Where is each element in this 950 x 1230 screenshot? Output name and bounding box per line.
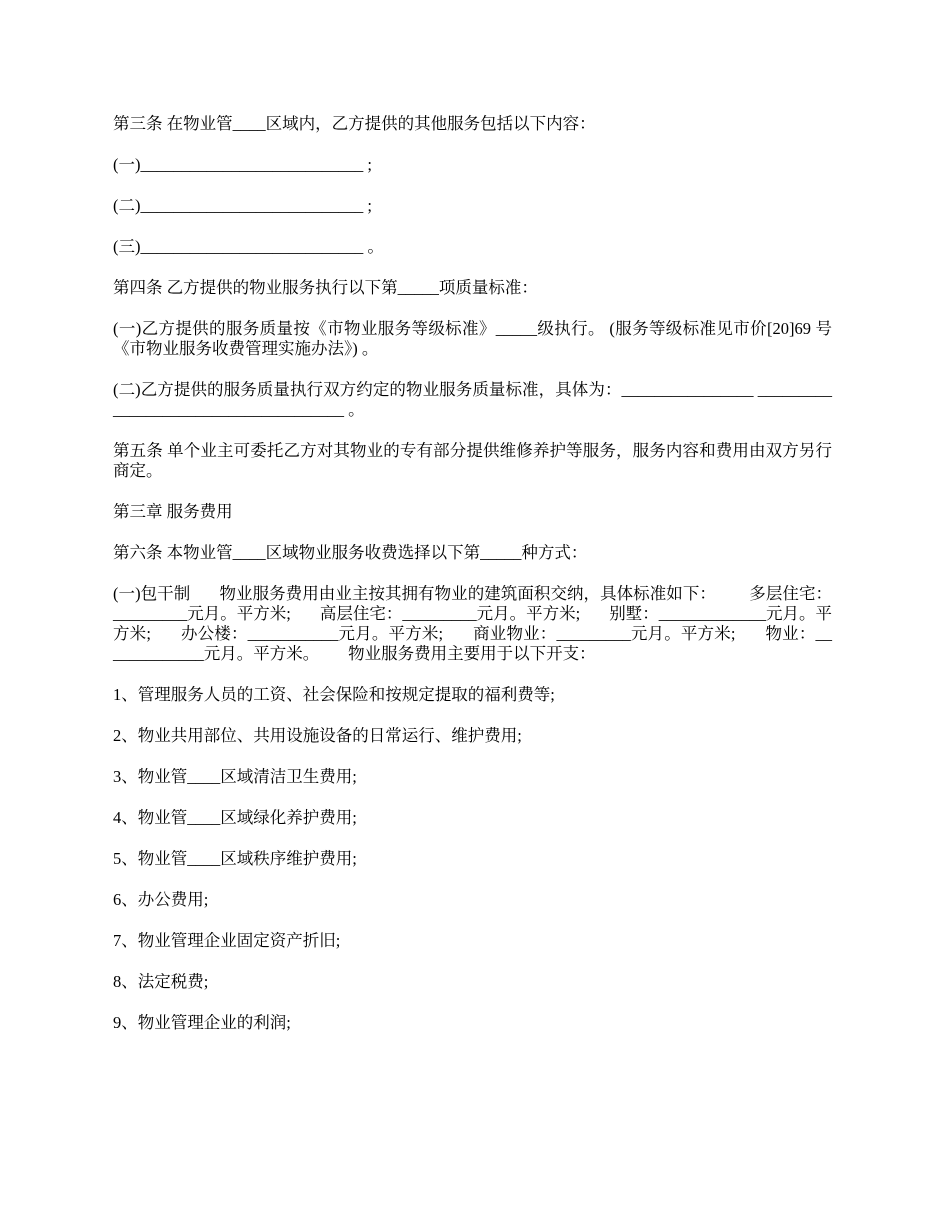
article-4-heading: 第四条 乙方提供的物业服务执行以下第_____项质量标准： bbox=[113, 278, 538, 297]
article-6-heading: 第六条 本物业管____区域物业服务收费选择以下第_____种方式： bbox=[113, 543, 588, 562]
article-3-item-3: (三)___________________________ 。 bbox=[113, 237, 384, 256]
expense-item-8: 8、法定税费; bbox=[113, 972, 209, 991]
expense-item-9: 9、物业管理企业的利润; bbox=[113, 1013, 291, 1032]
expense-item-7: 7、物业管理企业固定资产折旧; bbox=[113, 931, 341, 950]
article-3-item-1: (一)___________________________ ; bbox=[113, 155, 372, 174]
expense-item-3: 3、物业管____区域清洁卫生费用; bbox=[113, 767, 357, 786]
expense-item-6: 6、办公费用; bbox=[113, 890, 209, 909]
expense-item-4: 4、物业管____区域绿化养护费用; bbox=[113, 808, 357, 827]
article-5: 第五条 单个业主可委托乙方对其物业的专有部分提供维修养护等服务，服务内容和费用由双方另行商定。 bbox=[113, 441, 832, 480]
article-3-heading: 第三条 在物业管____区域内，乙方提供的其他服务包括以下内容： bbox=[113, 114, 596, 133]
article-4-item-2: (二)乙方提供的服务质量执行双方约定的物业服务质量标准，具体为：________________ _____________________________________ 。 bbox=[113, 380, 832, 419]
expense-item-1: 1、管理服务人员的工资、社会保险和按规定提取的福利费等; bbox=[113, 685, 555, 704]
expense-item-2: 2、物业共用部位、共用设施设备的日常运行、维护费用; bbox=[113, 726, 522, 745]
chapter-3-title: 第三章 服务费用 bbox=[113, 502, 233, 521]
article-3-item-2: (二)___________________________ ; bbox=[113, 196, 372, 215]
article-6-lump-sum: (一)包干制 物业服务费用由业主按其拥有物业的建筑面积交纳，具体标准如下： 多层住宅：_________元月。平方米; 高层住宅：_________元月。平方米; 别墅：_____________元月。平方米; 办公楼：___________元月。平方米; 商业物业：_________元月。平方米; 物业：_____________元月。平方米。 物业服务费用主要用于以下开支： bbox=[113, 584, 832, 663]
expense-item-5: 5、物业管____区域秩序维护费用; bbox=[113, 849, 357, 868]
article-4-item-1: (一)乙方提供的服务质量按《市物业服务等级标准》_____级执行。 (服务等级标准见市价[20]69 号《市物业服务收费管理实施办法》) 。 bbox=[113, 319, 832, 358]
